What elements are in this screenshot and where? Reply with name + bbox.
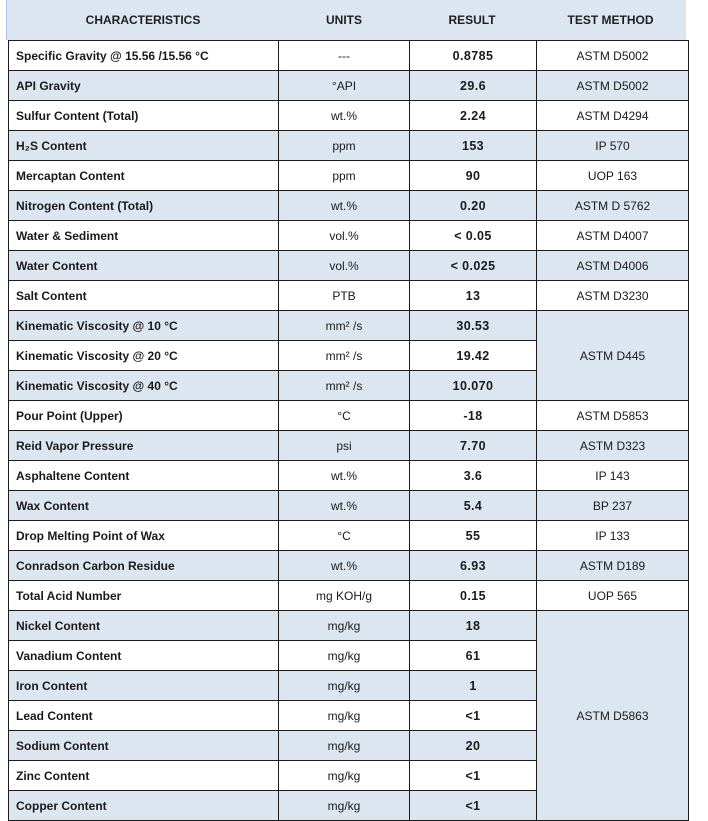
result-cell: 30.53	[410, 311, 537, 341]
test-method-cell: ASTM D5863	[537, 611, 689, 821]
result-cell: -18	[410, 401, 537, 431]
header-test-method: TEST METHOD	[567, 13, 654, 27]
characteristic-cell: Kinematic Viscosity @ 20 °C	[9, 341, 279, 371]
table-row	[9, 431, 689, 461]
result-cell: 13	[410, 281, 537, 311]
result-cell: 1	[410, 671, 537, 701]
test-method-cell: IP 570	[537, 131, 689, 161]
characteristic-cell: Copper Content	[9, 791, 279, 821]
results-table-body	[9, 41, 689, 821]
table-row	[9, 491, 689, 521]
characteristic-cell: Sodium Content	[9, 731, 279, 761]
test-method-cell: IP 143	[537, 461, 689, 491]
table-row	[9, 311, 689, 341]
characteristic-cell: API Gravity	[9, 71, 279, 101]
result-cell: 6.93	[410, 551, 537, 581]
characteristic-cell: Conradson Carbon Residue	[9, 551, 279, 581]
test-method-cell: ASTM D 5762	[537, 191, 689, 221]
table-row	[9, 521, 689, 551]
units-cell: psi	[279, 431, 410, 461]
test-method-cell: ASTM D4006	[537, 251, 689, 281]
units-cell: °API	[279, 71, 410, 101]
result-cell: <1	[410, 761, 537, 791]
characteristic-cell: Pour Point (Upper)	[9, 401, 279, 431]
units-cell: mg/kg	[279, 671, 410, 701]
results-table	[8, 40, 689, 821]
characteristic-cell: Total Acid Number	[9, 581, 279, 611]
test-method-cell: UOP 163	[537, 161, 689, 191]
test-method-cell: UOP 565	[537, 581, 689, 611]
test-method-cell: ASTM D323	[537, 431, 689, 461]
characteristic-cell: Kinematic Viscosity @ 10 °C	[9, 311, 279, 341]
units-cell: vol.%	[279, 251, 410, 281]
characteristic-cell: Water Content	[9, 251, 279, 281]
test-method-cell: BP 237	[537, 491, 689, 521]
table-row	[9, 41, 689, 71]
characteristic-cell: Iron Content	[9, 671, 279, 701]
characteristic-cell: Asphaltene Content	[9, 461, 279, 491]
characteristic-cell: Zinc Content	[9, 761, 279, 791]
table-row	[9, 101, 689, 131]
result-cell: 61	[410, 641, 537, 671]
characteristic-cell: Drop Melting Point of Wax	[9, 521, 279, 551]
result-cell: < 0.05	[410, 221, 537, 251]
result-cell: 20	[410, 731, 537, 761]
characteristic-cell: Mercaptan Content	[9, 161, 279, 191]
units-cell: mg/kg	[279, 791, 410, 821]
table-row	[9, 221, 689, 251]
characteristic-cell: Specific Gravity @ 15.56 /15.56 °C	[9, 41, 279, 71]
test-method-cell: IP 133	[537, 521, 689, 551]
result-cell: 0.20	[410, 191, 537, 221]
result-cell: < 0.025	[410, 251, 537, 281]
characteristic-cell: Salt Content	[9, 281, 279, 311]
test-method-cell: ASTM D5853	[537, 401, 689, 431]
units-cell: mg/kg	[279, 731, 410, 761]
table-row	[9, 551, 689, 581]
test-method-cell: ASTM D189	[537, 551, 689, 581]
units-cell: mm² /s	[279, 341, 410, 371]
table-row	[9, 281, 689, 311]
units-cell: PTB	[279, 281, 410, 311]
result-cell: <1	[410, 701, 537, 731]
units-cell: wt.%	[279, 491, 410, 521]
units-cell: mg/kg	[279, 761, 410, 791]
header-result: RESULT	[448, 13, 496, 27]
units-cell: °C	[279, 401, 410, 431]
units-cell: mg/kg	[279, 701, 410, 731]
test-method-cell: ASTM D5002	[537, 41, 689, 71]
characteristic-cell: Kinematic Viscosity @ 40 °C	[9, 371, 279, 401]
units-cell: wt.%	[279, 101, 410, 131]
units-cell: mg KOH/g	[279, 581, 410, 611]
units-cell: wt.%	[279, 551, 410, 581]
units-cell: ppm	[279, 161, 410, 191]
result-cell: 7.70	[410, 431, 537, 461]
result-cell: 19.42	[410, 341, 537, 371]
result-cell: 5.4	[410, 491, 537, 521]
table-row	[9, 611, 689, 641]
result-cell: 90	[410, 161, 537, 191]
units-cell: mg/kg	[279, 641, 410, 671]
characteristic-cell: Nickel Content	[9, 611, 279, 641]
characteristic-cell: Water & Sediment	[9, 221, 279, 251]
test-method-cell: ASTM D4007	[537, 221, 689, 251]
units-cell: mg/kg	[279, 611, 410, 641]
table-row	[9, 71, 689, 101]
result-cell: 0.15	[410, 581, 537, 611]
characteristic-cell: Reid Vapor Pressure	[9, 431, 279, 461]
table-row	[9, 161, 689, 191]
units-cell: mm² /s	[279, 311, 410, 341]
table-header	[6, 0, 686, 40]
characteristic-cell: Sulfur Content (Total)	[9, 101, 279, 131]
characteristic-cell: H₂S Content	[9, 131, 279, 161]
result-cell: 3.6	[410, 461, 537, 491]
test-method-cell: ASTM D3230	[537, 281, 689, 311]
result-cell: 153	[410, 131, 537, 161]
table-row	[9, 581, 689, 611]
units-cell: wt.%	[279, 461, 410, 491]
result-cell: 18	[410, 611, 537, 641]
units-cell: vol.%	[279, 221, 410, 251]
table-row	[9, 251, 689, 281]
header-characteristics: CHARACTERISTICS	[85, 13, 201, 27]
units-cell: ---	[279, 41, 410, 71]
units-cell: wt.%	[279, 191, 410, 221]
table-row	[9, 191, 689, 221]
table-row	[9, 131, 689, 161]
header-units: UNITS	[326, 13, 362, 27]
result-cell: 29.6	[410, 71, 537, 101]
result-cell: 2.24	[410, 101, 537, 131]
test-method-cell: ASTM D4294	[537, 101, 689, 131]
characteristic-cell: Lead Content	[9, 701, 279, 731]
units-cell: mm² /s	[279, 371, 410, 401]
characteristic-cell: Nitrogen Content (Total)	[9, 191, 279, 221]
result-cell: <1	[410, 791, 537, 821]
result-cell: 0.8785	[410, 41, 537, 71]
result-cell: 10.070	[410, 371, 537, 401]
test-method-cell: ASTM D445	[537, 311, 689, 401]
characteristic-cell: Wax Content	[9, 491, 279, 521]
test-method-cell: ASTM D5002	[537, 71, 689, 101]
table-row	[9, 461, 689, 491]
table-row	[9, 401, 689, 431]
result-cell: 55	[410, 521, 537, 551]
characteristic-cell: Vanadium Content	[9, 641, 279, 671]
units-cell: °C	[279, 521, 410, 551]
units-cell: ppm	[279, 131, 410, 161]
